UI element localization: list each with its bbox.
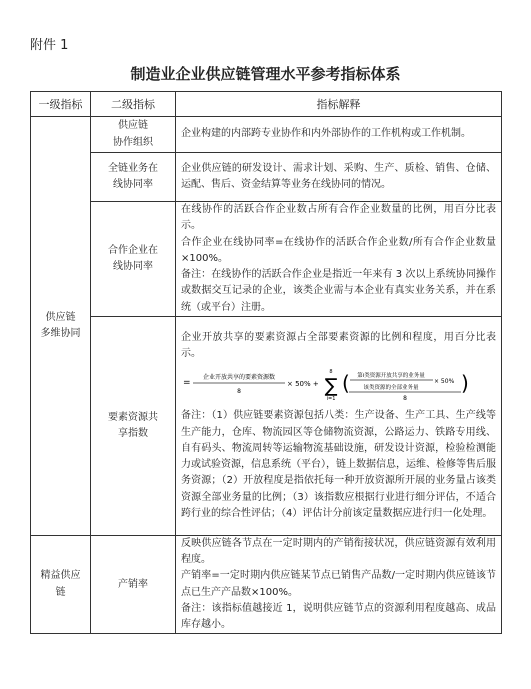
formula-inner-den: 该类资源的全部业务量 bbox=[363, 385, 419, 392]
indicator-desc: 在线协作的活跃合作企业数占所有合作企业数量的比例，用百分比表示。 合作企业在线协同率=在线协作的活跃合作企业数/所有合作企业数量×100%。 备注：在线协作的活跃合作企业是指近一年来有 3 次以上系统协同操作或数据交互记录的企业，该类企业需与本企业有真实业务关系，并在系统（或平台）注册。 bbox=[181, 204, 496, 313]
indicator-desc-cell bbox=[176, 202, 502, 317]
indicator-name-cell bbox=[91, 536, 176, 634]
indicator-desc-cell bbox=[176, 536, 502, 634]
formula-sum-top: 8 bbox=[329, 369, 333, 376]
indicator-desc: 反映供应链各节点在一定时期内的产销衔接状况，供应链资源有效利用程度。 产销率=一定时期内供应链某节点已销售产品数/一定时期内供应链该节点已生产产品数×100%。 备注：该指标值越接近 1，说明供应链节点的资源利用程度越高、成品库存越小。 bbox=[181, 538, 496, 631]
formula-frac1-den: 8 bbox=[237, 388, 241, 396]
attachment-label: 附件 1 bbox=[30, 38, 69, 53]
group-name: 精益供应 链 bbox=[40, 570, 81, 598]
indicator-desc: 企业开放共享的要素资源占全部要素资源的比例和程度，用百分比表示。 bbox=[181, 332, 496, 360]
header-level2: 二级指标 bbox=[91, 92, 176, 117]
sigma-symbol: ∑ bbox=[324, 375, 338, 398]
group-cell-supply-chain-collaboration bbox=[31, 117, 91, 536]
indicator-desc-cell bbox=[176, 117, 502, 153]
formula-frac1-num: 企业开放共享的要素资源数 bbox=[202, 374, 276, 382]
table-row bbox=[31, 153, 502, 202]
formula-outer-den: 8 bbox=[403, 395, 407, 403]
table-header-row bbox=[31, 92, 502, 117]
paren-right: ) bbox=[461, 371, 469, 396]
indicator-desc-cell bbox=[176, 153, 502, 202]
indicator-table bbox=[30, 91, 502, 634]
formula-inner-times: × 50% bbox=[434, 378, 455, 386]
indicator-note: 备注：（1）供应链要素资源包括八类：生产设备、生产工具、生产线等生产能力，仓库、物流园区等仓储物流资源，公路运力、铁路专用线、自有码头、物流周转等运输物流基础设施，研发设计资源，检验检测能力或试验资源，信息系统（平台），链上数据信息，运维、检修等售后服务资源；（2）开放程度是指依托每一种开放资源所开展的业务量占该类资源全部业务量的比例；（3）该指数应根据行业进行细分评估，不适合跨行业的综合性评估；（4）评估计分前该定量数据应进行归一化处理。 bbox=[181, 410, 496, 519]
group-name: 供应链 多维协同 bbox=[40, 311, 81, 339]
indicator-name: 要素资源共 享指数 bbox=[108, 411, 158, 439]
sharing-index-formula bbox=[181, 366, 496, 402]
indicator-name: 供应链 协作组织 bbox=[113, 120, 153, 148]
indicator-name: 产销率 bbox=[118, 578, 148, 590]
header-level1: 一级指标 bbox=[31, 92, 91, 117]
formula-inner-num: 第i类资源开放共享的业务量 bbox=[357, 373, 425, 380]
indicator-name-cell bbox=[91, 202, 176, 317]
table-row bbox=[31, 317, 502, 536]
indicator-name-cell bbox=[91, 153, 176, 202]
paren-left: ( bbox=[342, 371, 350, 396]
indicator-desc: 企业构建的内部跨专业协作和内外部协作的工作机构或工作机制。 bbox=[181, 128, 471, 140]
formula-lead: = bbox=[183, 378, 191, 389]
header-explanation: 指标解释 bbox=[176, 92, 502, 117]
table-row bbox=[31, 117, 502, 153]
indicator-desc-cell bbox=[176, 317, 502, 536]
table-row bbox=[31, 202, 502, 317]
document-title: 制造业企业供应链管理水平参考指标体系 bbox=[130, 65, 401, 83]
indicator-name-cell bbox=[91, 317, 176, 536]
table-row bbox=[31, 536, 502, 634]
formula-times50: × 50% + bbox=[287, 380, 319, 389]
indicator-name: 全链业务在 线协同率 bbox=[108, 162, 158, 190]
indicator-desc: 企业供应链的研发设计、需求计划、采购、生产、质检、销售、仓储、运配、售后、资金结算等业务在线协同的情况。 bbox=[181, 162, 496, 190]
group-cell-lean-supply-chain bbox=[31, 536, 91, 634]
indicator-name: 合作企业在 线协同率 bbox=[108, 244, 158, 272]
indicator-name-cell bbox=[91, 117, 176, 153]
formula-sum-bot: i=1 bbox=[326, 396, 336, 403]
